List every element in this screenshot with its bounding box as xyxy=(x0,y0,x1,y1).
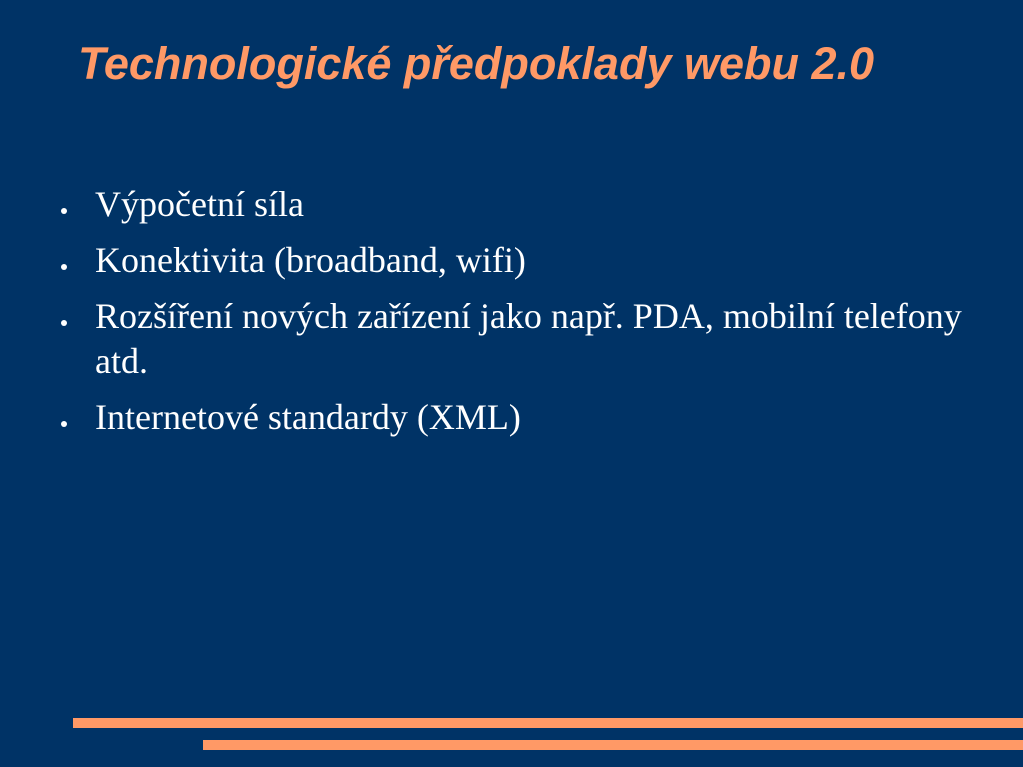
bullet-item xyxy=(56,182,976,227)
bullet-icon xyxy=(61,421,67,427)
bullet-item xyxy=(56,294,976,384)
bullet-icon xyxy=(61,320,67,326)
slide-title: Technologické předpoklady webu 2.0 xyxy=(78,38,875,89)
bullet-list xyxy=(56,182,976,451)
bullet-icon xyxy=(61,264,67,270)
bullet-text: Konektivita (broadband, wifi) xyxy=(95,240,526,280)
bullet-item xyxy=(56,238,976,283)
decorative-line-bottom xyxy=(203,740,1023,750)
bullet-text: Rozšíření nových zařízení jako např. PDA, mobilní telefony atd. xyxy=(95,296,962,381)
bullet-text: Internetové standardy (XML) xyxy=(95,397,521,437)
bullet-item xyxy=(56,395,976,440)
bullet-text: Výpočetní síla xyxy=(95,184,304,224)
bullet-icon xyxy=(61,208,67,214)
decorative-line-top xyxy=(73,718,1023,728)
